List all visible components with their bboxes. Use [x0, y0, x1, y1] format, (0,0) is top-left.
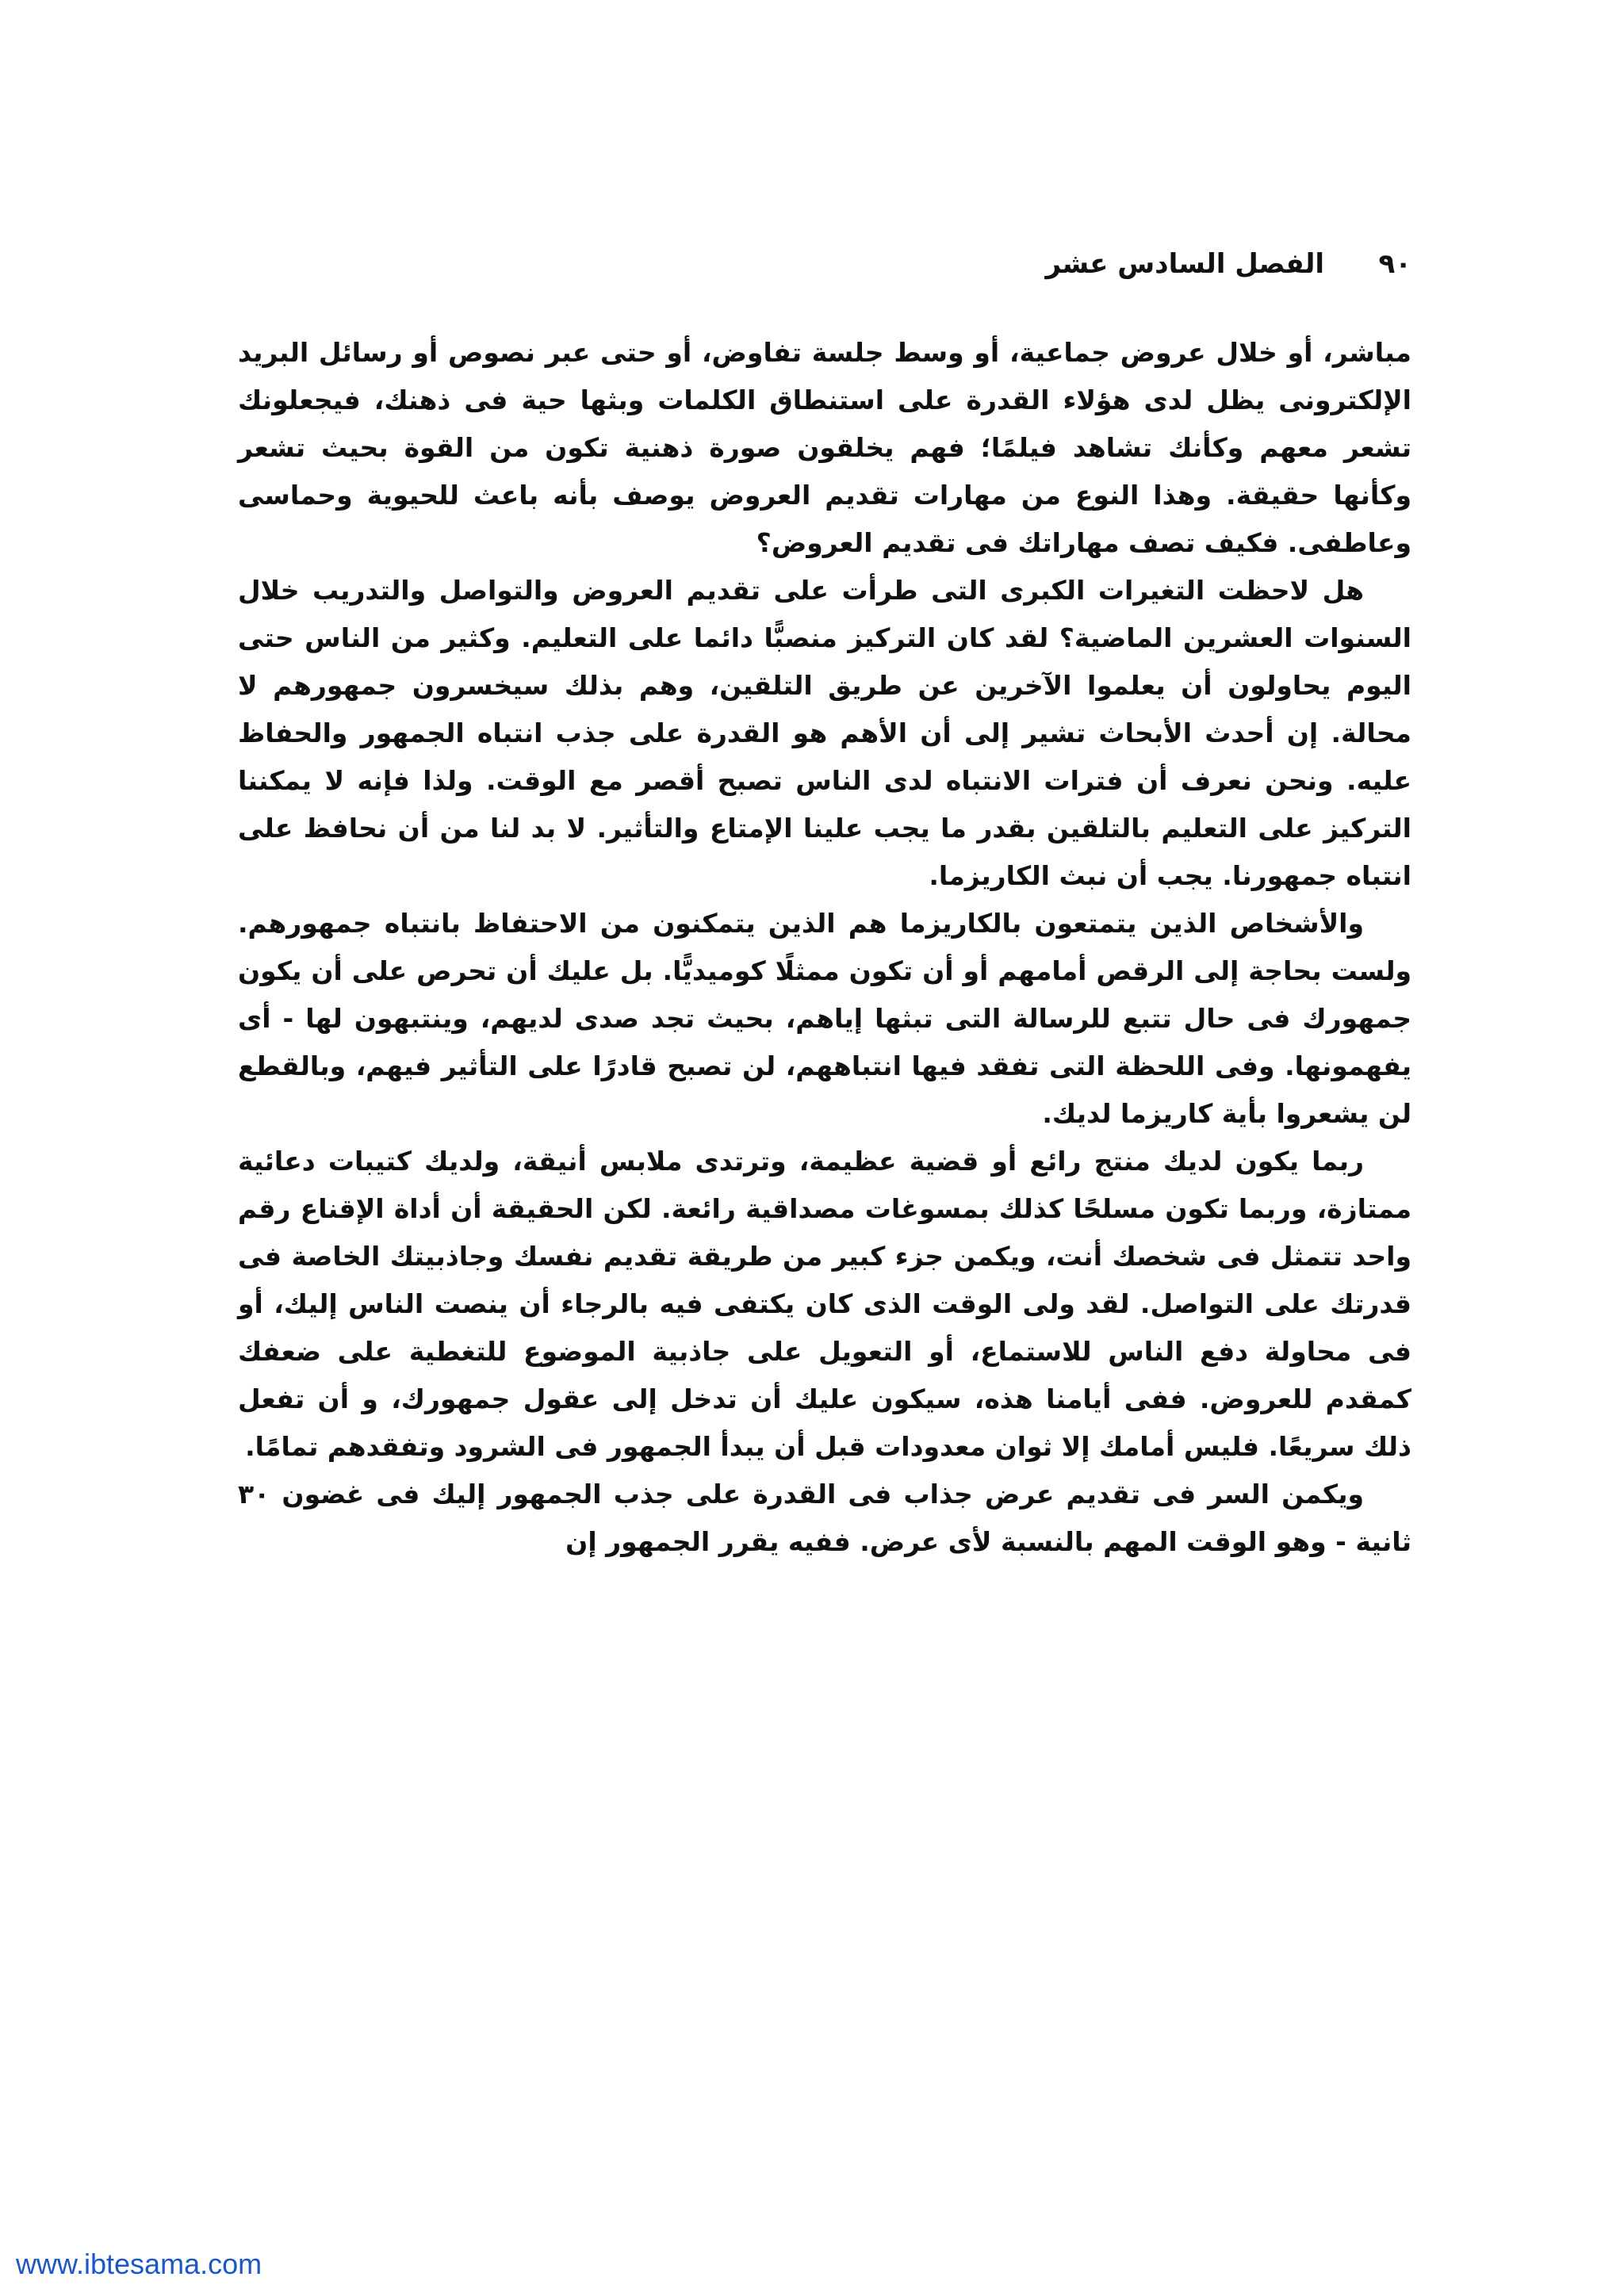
paragraph-2: هل لاحظت التغيرات الكبرى التى طرأت على تقديم العروض والتواصل والتدريب خلال السنوات العشرين الماضية؟ لقد كان التركيز منصبًّا دائما على التعليم. وكثير من الناس حتى اليوم يحاولون أن يعلموا الآخرين عن طريق التلقين، وهم بذلك سيخسرون جمهورهم لا محالة. إن أحدث الأبحاث تشير إلى أن الأهم هو القدرة على جذب انتباه الجمهور والحفاظ عليه. ونحن نعرف أن فترات الانتباه لدى الناس تصبح أقصر مع الوقت. ولذا فإنه لا يمكننا التركيز على التعليم بالتلقين بقدر ما يجب علينا الإمتاع والتأثير. لا بد لنا من أن نحافظ على انتباه جمهورنا. يجب أن نبث الكاريزما. [238, 575, 1411, 891]
running-header [238, 244, 1411, 284]
paragraph-4: ربما يكون لديك منتج رائع أو قضية عظيمة، وترتدى ملابس أنيقة، ولديك كتيبات دعائية ممتازة، وربما تكون مسلحًا كذلك بمسوغات مصداقية رائعة. لكن الحقيقة أن أداة الإقناع رقم واحد تتمثل فى شخصك أنت، ويكمن جزء كبير من طريقة تقديم نفسك وجاذبيتك الخاصة فى قدرتك على التواصل. لقد ولى الوقت الذى كان يكتفى فيه بالرجاء أن ينصت الناس إليك، أو فى محاولة دفع الناس للاستماع، أو التعويل على جاذبية الموضوع للتغطية على ضعفك كمقدم للعروض. ففى أيامنا هذه، سيكون عليك أن تدخل إلى عقول جمهورك، و أن تفعل ذلك سريعًا. فليس أمامك إلا ثوان معدودات قبل أن يبدأ الجمهور فى الشرود وتفقدهم تمامًا. [238, 1146, 1411, 1462]
body-text [238, 329, 1411, 1566]
page-number: ٩٠ [1378, 248, 1411, 280]
watermark-url: www.ibtesama.com [16, 2248, 262, 2280]
chapter-title: الفصل السادس عشر [1045, 248, 1324, 280]
paragraph-5: ويكمن السر فى تقديم عرض جذاب فى القدرة على جذب الجمهور إليك فى غضون ٣٠ ثانية - وهو الوقت المهم بالنسبة لأى عرض. ففيه يقرر الجمهور إن [238, 1479, 1411, 1557]
paragraph-1: مباشر، أو خلال عروض جماعية، أو وسط جلسة تفاوض، أو حتى عبر نصوص أو رسائل البريد الإلكترونى يظل لدى هؤلاء القدرة على استنطاق الكلمات وبثها حية فى ذهنك، فيجعلونك تشعر معهم وكأنك تشاهد فيلمًا؛ فهم يخلقون صورة ذهنية تكون من القوة بحيث تشعر وكأنها حقيقة. وهذا النوع من مهارات تقديم العروض يوصف بأنه باعث للحيوية وحماسى وعاطفى. فكيف تصف مهاراتك فى تقديم العروض؟ [238, 337, 1411, 558]
paragraph-3: والأشخاص الذين يتمتعون بالكاريزما هم الذين يتمكنون من الاحتفاظ بانتباه جمهورهم. ولست بحاجة إلى الرقص أمامهم أو أن تكون ممثلًا كوميديًّا. بل عليك أن تحرص على أن يكون جمهورك فى حال تتبع للرسالة التى تبثها إياهم، بحيث تجد صدى لديهم، وينتبهون لها - أى يفهمونها. وفى اللحظة التى تفقد فيها انتباههم، لن تصبح قادرًا على التأثير فيهم، وبالقطع لن يشعروا بأية كاريزما لديك. [238, 908, 1411, 1129]
